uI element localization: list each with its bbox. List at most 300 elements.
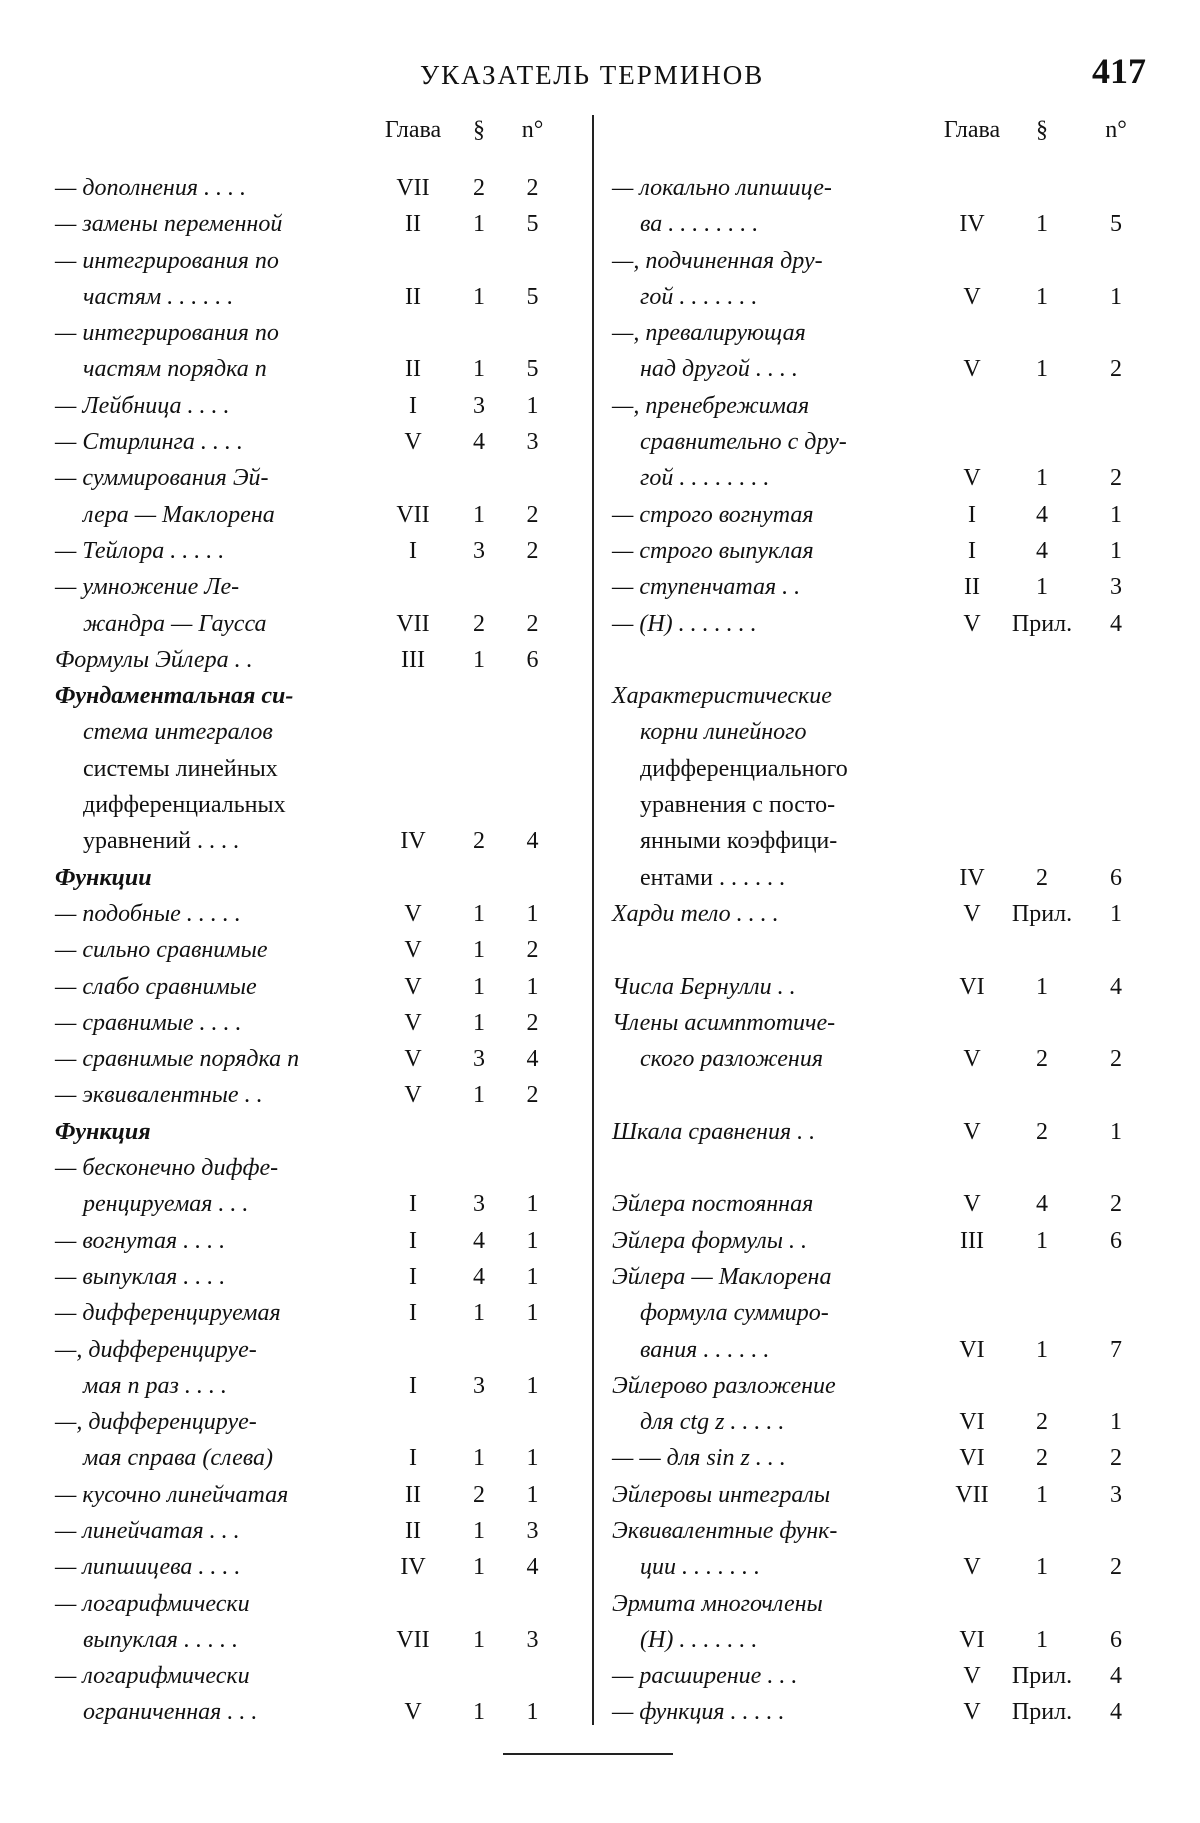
index-entry	[55, 642, 570, 678]
entry-term: Числа Бернулли . .	[612, 973, 796, 1000]
entry-section: 4	[1036, 1191, 1048, 1218]
entry-term: лера — Маклорена	[83, 501, 275, 528]
index-entry	[612, 1658, 1152, 1694]
entry-term: гой . . . . . . .	[640, 283, 758, 310]
entry-number: 6	[1110, 1626, 1122, 1653]
entry-section: 1	[473, 937, 485, 964]
entry-term: над другой . . . .	[640, 356, 798, 383]
entry-term: — логарифмически	[55, 1663, 250, 1690]
entry-chapter: V	[404, 1082, 422, 1109]
index-entry	[55, 823, 570, 859]
entry-number: 2	[526, 610, 539, 637]
entry-term: — липшицева . . . .	[55, 1554, 241, 1581]
index-entry	[612, 315, 1152, 351]
entry-chapter: V	[963, 1191, 981, 1218]
running-title: УКАЗАТЕЛЬ ТЕРМИНОВ	[420, 60, 765, 90]
index-entry	[612, 1586, 1152, 1622]
index-entry	[55, 460, 570, 496]
entry-term: частям . . . . . .	[83, 283, 234, 310]
entry-term: — (H) . . . . . . .	[612, 610, 757, 637]
entry-chapter: III	[401, 646, 425, 673]
entry-term: ограниченная . . .	[83, 1699, 258, 1726]
entry-section: 4	[473, 1263, 485, 1290]
entry-section: 1	[473, 1699, 485, 1726]
entry-section: 3	[473, 392, 485, 419]
entry-term: Члены асимптотиче-	[612, 1009, 836, 1036]
index-entry	[612, 678, 1152, 714]
index-entry	[612, 1223, 1152, 1259]
index-entry	[55, 351, 570, 387]
entry-term: — строго вогнутая	[612, 501, 814, 528]
header-number: n°	[1105, 117, 1127, 143]
entry-term: — строго выпуклая	[612, 537, 814, 564]
index-entry	[612, 1622, 1152, 1658]
entry-number: 6	[1110, 864, 1122, 891]
entry-section: 1	[1036, 465, 1048, 492]
column-header	[55, 110, 570, 170]
entry-term: системы линейных	[83, 755, 278, 782]
entry-term: корни линейного	[640, 719, 807, 746]
entry-term: — ступенчатая . .	[612, 574, 801, 601]
entry-section: 1	[1036, 1626, 1048, 1653]
entry-term: — дифференцируемая	[55, 1300, 281, 1327]
entry-term: Фундаментальная си-	[55, 683, 294, 710]
entry-section: 4	[473, 1227, 485, 1254]
index-entry	[55, 206, 570, 242]
entry-number: 3	[1110, 1481, 1122, 1508]
entry-chapter: II	[405, 1481, 421, 1508]
entry-chapter: I	[409, 1300, 417, 1327]
entry-term: — бесконечно диффе-	[55, 1155, 279, 1182]
entry-number: 1	[526, 1191, 539, 1218]
index-entry	[55, 787, 570, 823]
entry-chapter: VII	[396, 1626, 430, 1653]
index-entry	[612, 1005, 1152, 1041]
entry-section: 1	[1036, 1554, 1048, 1581]
entry-term: — Тейлора . . . . .	[55, 537, 225, 564]
entry-section: 3	[473, 537, 485, 564]
entry-term: Эйлерово разложение	[612, 1372, 836, 1399]
entry-number: 1	[526, 1227, 539, 1254]
entry-term: мая справа (слева)	[83, 1445, 273, 1472]
entry-number: 2	[1110, 356, 1122, 383]
entry-number: 1	[1110, 501, 1122, 528]
entry-section: 2	[473, 175, 485, 201]
index-entry	[612, 1041, 1152, 1077]
entry-chapter: V	[963, 1699, 981, 1726]
entry-number: 2	[1110, 1046, 1122, 1073]
index-entry	[55, 569, 570, 605]
entry-section: 2	[1036, 864, 1048, 891]
index-entry	[55, 170, 570, 206]
entry-section: 1	[473, 1626, 485, 1653]
column-header	[612, 110, 1152, 170]
entry-number: 1	[1110, 900, 1122, 927]
entry-chapter: VII	[955, 1481, 989, 1508]
index-entry	[55, 1077, 570, 1113]
entry-section: 1	[1036, 1481, 1048, 1508]
entry-number: 1	[526, 900, 539, 927]
entry-term: — локально липшице-	[612, 175, 832, 201]
entry-term: — подобные . . . . .	[55, 900, 241, 927]
entry-number: 6	[1110, 1227, 1122, 1254]
entry-term: — — для sin z . . .	[612, 1445, 786, 1472]
entry-term: — Стирлинга . . . .	[55, 429, 243, 456]
entry-section: 1	[473, 1445, 485, 1472]
index-entry	[612, 279, 1152, 315]
entry-term: дифференциального	[640, 755, 848, 782]
index-entry	[612, 1259, 1152, 1295]
entry-term: ва . . . . . . . .	[640, 211, 759, 238]
entry-section: 1	[1036, 356, 1048, 383]
entry-term: — интегрирования по	[55, 247, 279, 274]
entry-chapter: I	[409, 1372, 417, 1399]
entry-number: 5	[526, 283, 539, 310]
entry-chapter: II	[405, 211, 421, 238]
entry-term: Характеристические	[612, 683, 832, 710]
entry-chapter: I	[409, 1445, 417, 1472]
index-entry	[612, 1186, 1152, 1222]
entry-section: 2	[1036, 1445, 1048, 1472]
index-entry	[55, 678, 570, 714]
index-entry	[612, 1549, 1152, 1585]
page-number: 417	[1092, 51, 1146, 91]
index-entry	[612, 751, 1152, 787]
index-entry	[612, 1295, 1152, 1331]
entry-term: стема интегралов	[83, 719, 273, 746]
entry-term: — дополнения . . . .	[55, 175, 246, 201]
entry-number: 1	[1110, 537, 1122, 564]
entry-number: 2	[1110, 1554, 1122, 1581]
index-entry	[612, 1404, 1152, 1440]
entry-term: —, дифференцируе-	[55, 1409, 257, 1436]
entry-term: — кусочно линейчатая	[55, 1481, 289, 1508]
entry-chapter: VI	[959, 1336, 985, 1363]
entry-chapter: I	[968, 501, 976, 528]
entry-term: ского разложения	[640, 1046, 823, 1073]
header-chapter: Глава	[384, 117, 442, 143]
entry-chapter: IV	[400, 1554, 426, 1581]
entry-term: Шкала сравнения . .	[612, 1118, 816, 1145]
entry-number: 1	[526, 1263, 539, 1290]
entry-term: — расширение . . .	[612, 1663, 798, 1690]
header-chapter: Глава	[943, 117, 1001, 143]
index-entry	[55, 969, 570, 1005]
entry-chapter: V	[963, 1118, 981, 1145]
entry-chapter: V	[963, 900, 981, 927]
index-entry	[612, 243, 1152, 279]
entry-section: 1	[473, 1300, 485, 1327]
entry-section: Прил.	[1011, 1699, 1073, 1726]
entry-section: 3	[473, 1191, 485, 1218]
entry-number: 1	[526, 392, 539, 419]
header-section: §	[1036, 117, 1048, 143]
entry-term: —, дифференцируе-	[55, 1336, 257, 1363]
entry-term: дифференциальных	[83, 792, 286, 819]
entry-term: — суммирования Эй-	[55, 465, 269, 492]
entry-number: 1	[526, 1445, 539, 1472]
entry-term: Функции	[55, 864, 152, 891]
entry-term: янными коэффици-	[640, 828, 838, 855]
index-entry	[612, 823, 1152, 859]
header-number: n°	[521, 117, 544, 143]
entry-term: — логарифмически	[55, 1590, 250, 1617]
entry-term: Эрмита многочлены	[612, 1590, 823, 1617]
entry-section: 2	[473, 610, 485, 637]
entry-chapter: VI	[959, 1445, 985, 1472]
entry-term: — выпуклая . . . .	[55, 1263, 226, 1290]
index-column-right	[612, 110, 1152, 1731]
index-entry	[55, 714, 570, 750]
entry-term: — линейчатая . . .	[55, 1517, 240, 1544]
index-entry	[55, 1549, 570, 1585]
entry-term: выпуклая . . . . .	[83, 1626, 238, 1653]
entry-term: частям порядка n	[83, 356, 267, 383]
entry-number: 1	[1110, 1118, 1122, 1145]
entry-chapter: II	[964, 574, 980, 601]
entry-number: 6	[526, 646, 539, 673]
entry-term: сравнительно с дру-	[640, 429, 847, 456]
entry-number: 3	[1110, 574, 1122, 601]
entry-number: 5	[526, 211, 539, 238]
entry-number: 2	[526, 175, 539, 201]
entry-section: 2	[473, 828, 485, 855]
index-entry	[55, 1477, 570, 1513]
index-entry	[55, 1513, 570, 1549]
header-section: §	[473, 117, 485, 143]
index-entry	[55, 497, 570, 533]
entry-term: ентами . . . . . .	[640, 864, 785, 891]
index-entry	[612, 787, 1152, 823]
index-entry	[55, 1114, 570, 1150]
entry-term: —, превалирующая	[612, 320, 806, 347]
entry-chapter: II	[405, 356, 421, 383]
entry-term: Эйлеровы интегралы	[612, 1481, 831, 1508]
bottom-rule	[503, 1753, 673, 1755]
index-entry	[612, 606, 1152, 642]
entry-number: 4	[1110, 610, 1122, 637]
entry-number: 4	[1110, 1699, 1122, 1726]
index-entry	[612, 424, 1152, 460]
index-entry	[55, 1186, 570, 1222]
entry-chapter: II	[405, 283, 421, 310]
entry-gap	[612, 1077, 1152, 1113]
entry-chapter: VII	[396, 501, 430, 528]
index-entry	[612, 170, 1152, 206]
entry-chapter: V	[963, 1663, 981, 1690]
entry-section: 1	[473, 211, 485, 238]
entry-number: 2	[526, 1082, 539, 1109]
entry-section: 1	[473, 356, 485, 383]
entry-section: 1	[1036, 1227, 1048, 1254]
entry-number: 3	[526, 429, 539, 456]
entry-term: (H) . . . . . . .	[640, 1626, 758, 1653]
index-entry	[612, 1694, 1152, 1730]
entry-section: 1	[473, 1009, 485, 1036]
entry-chapter: V	[404, 900, 422, 927]
entry-term: вания . . . . . .	[640, 1336, 770, 1363]
entry-section: 1	[473, 283, 485, 310]
index-entry	[612, 896, 1152, 932]
entry-section: 3	[473, 1046, 485, 1073]
entry-number: 4	[526, 1046, 539, 1073]
entry-chapter: III	[960, 1227, 984, 1254]
entry-chapter: V	[963, 356, 981, 383]
entry-term: мая n раз . . . .	[83, 1372, 227, 1399]
index-entry	[55, 1223, 570, 1259]
entry-section: 1	[473, 646, 485, 673]
entry-section: 4	[1036, 501, 1048, 528]
entry-term: — вогнутая . . . .	[55, 1227, 226, 1254]
entry-number: 2	[526, 501, 539, 528]
index-entry	[55, 1368, 570, 1404]
index-entry	[612, 533, 1152, 569]
entry-section: 1	[1036, 211, 1048, 238]
entry-chapter: IV	[959, 864, 985, 891]
index-entry	[55, 533, 570, 569]
entry-term: Функция	[55, 1118, 151, 1145]
entry-chapter: V	[404, 429, 422, 456]
column-divider	[592, 115, 594, 1725]
entry-chapter: I	[409, 1191, 417, 1218]
entry-chapter: I	[409, 392, 417, 419]
index-entry	[55, 1332, 570, 1368]
entry-number: 1	[526, 1481, 539, 1508]
entry-number: 4	[526, 828, 539, 855]
entry-section: 1	[473, 1554, 485, 1581]
index-entry	[612, 969, 1152, 1005]
index-entry	[612, 388, 1152, 424]
entry-chapter: V	[404, 937, 422, 964]
index-entry	[612, 860, 1152, 896]
entry-number: 5	[1110, 211, 1122, 238]
entry-chapter: V	[404, 1009, 422, 1036]
entry-term: —, пренебрежимая	[612, 392, 810, 419]
index-entry	[55, 896, 570, 932]
entry-number: 4	[1110, 1663, 1122, 1690]
entry-chapter: I	[968, 537, 976, 564]
index-entry	[612, 460, 1152, 496]
entry-term: — умножение Ле-	[55, 574, 240, 601]
index-entry	[612, 569, 1152, 605]
entry-chapter: VII	[396, 175, 430, 201]
entry-number: 1	[1110, 283, 1122, 310]
entry-section: 1	[473, 1082, 485, 1109]
entry-number: 1	[526, 1300, 539, 1327]
index-entry	[55, 1694, 570, 1730]
index-entry	[612, 497, 1152, 533]
entry-number: 1	[1110, 1409, 1122, 1436]
entry-number: 5	[526, 356, 539, 383]
entry-term: для ctg z . . . . .	[640, 1409, 785, 1436]
index-entry	[55, 1150, 570, 1186]
entry-chapter: V	[963, 283, 981, 310]
entry-number: 1	[526, 1372, 539, 1399]
entry-term: формула суммиро-	[640, 1300, 829, 1327]
entry-term: —, подчиненная дру-	[612, 247, 823, 274]
entry-term: Эквивалентные функ-	[612, 1517, 838, 1544]
entry-number: 7	[1110, 1336, 1122, 1363]
entry-gap	[612, 1150, 1152, 1186]
entry-term: жандра — Гаусса	[83, 610, 267, 637]
index-entry	[55, 388, 570, 424]
entry-term: — Лейбница . . . .	[55, 392, 230, 419]
index-entry	[55, 315, 570, 351]
entry-number: 2	[1110, 1445, 1122, 1472]
entry-term: — замены переменной	[55, 211, 283, 238]
entry-chapter: II	[405, 1517, 421, 1544]
index-entry	[55, 1041, 570, 1077]
entry-section: 1	[473, 973, 485, 1000]
entry-chapter: VI	[959, 1626, 985, 1653]
entry-section: 2	[473, 1481, 485, 1508]
entry-chapter: V	[404, 1699, 422, 1726]
entry-term: Эйлера постоянная	[612, 1191, 814, 1218]
index-entry	[55, 279, 570, 315]
entry-number: 2	[1110, 465, 1122, 492]
entry-section: Прил.	[1011, 1663, 1073, 1690]
entry-section: 4	[473, 429, 485, 456]
entry-term: Эйлера формулы . .	[612, 1227, 807, 1254]
entry-section: 1	[1036, 283, 1048, 310]
entry-section: 1	[1036, 1336, 1048, 1363]
entry-chapter: VI	[959, 973, 985, 1000]
entry-chapter: V	[963, 1554, 981, 1581]
index-column-left	[55, 110, 570, 1731]
entry-chapter: I	[409, 1263, 417, 1290]
index-entry	[55, 1658, 570, 1694]
index-entry	[612, 1513, 1152, 1549]
index-entry	[612, 1114, 1152, 1150]
index-entry	[55, 1259, 570, 1295]
entry-term: уравнений . . . .	[83, 828, 240, 855]
entry-term: — слабо сравнимые	[55, 973, 257, 1000]
entry-chapter: I	[409, 1227, 417, 1254]
index-entry	[612, 1368, 1152, 1404]
entry-term: — сравнимые порядка n	[55, 1046, 300, 1073]
entry-term: ции . . . . . . .	[640, 1554, 760, 1581]
entry-section: 4	[1036, 537, 1048, 564]
entry-number: 4	[1110, 973, 1122, 1000]
index-entry	[612, 1332, 1152, 1368]
index-entry	[612, 351, 1152, 387]
entry-term: Формулы Эйлера . .	[55, 646, 253, 673]
entry-number: 2	[526, 937, 539, 964]
index-entry	[612, 206, 1152, 242]
entry-section: 1	[473, 1517, 485, 1544]
index-entry	[55, 1440, 570, 1476]
index-entry	[55, 243, 570, 279]
entry-number: 4	[526, 1554, 539, 1581]
index-entry	[55, 606, 570, 642]
page-header	[0, 50, 1200, 100]
entry-term: ренцируемая . . .	[83, 1191, 249, 1218]
entry-chapter: IV	[400, 828, 426, 855]
entry-term: — эквивалентные . .	[55, 1082, 263, 1109]
entry-section: 1	[473, 900, 485, 927]
entry-section: 1	[1036, 973, 1048, 1000]
entry-section: 1	[473, 501, 485, 528]
index-entry	[612, 1477, 1152, 1513]
entry-number: 1	[526, 973, 539, 1000]
entry-section: 1	[1036, 574, 1048, 601]
entry-chapter: V	[963, 465, 981, 492]
entry-section: Прил.	[1011, 610, 1073, 637]
entry-number: 2	[1110, 1191, 1122, 1218]
entry-number: 3	[526, 1626, 539, 1653]
entry-chapter: V	[963, 610, 981, 637]
entry-term: — сравнимые . . . .	[55, 1009, 242, 1036]
